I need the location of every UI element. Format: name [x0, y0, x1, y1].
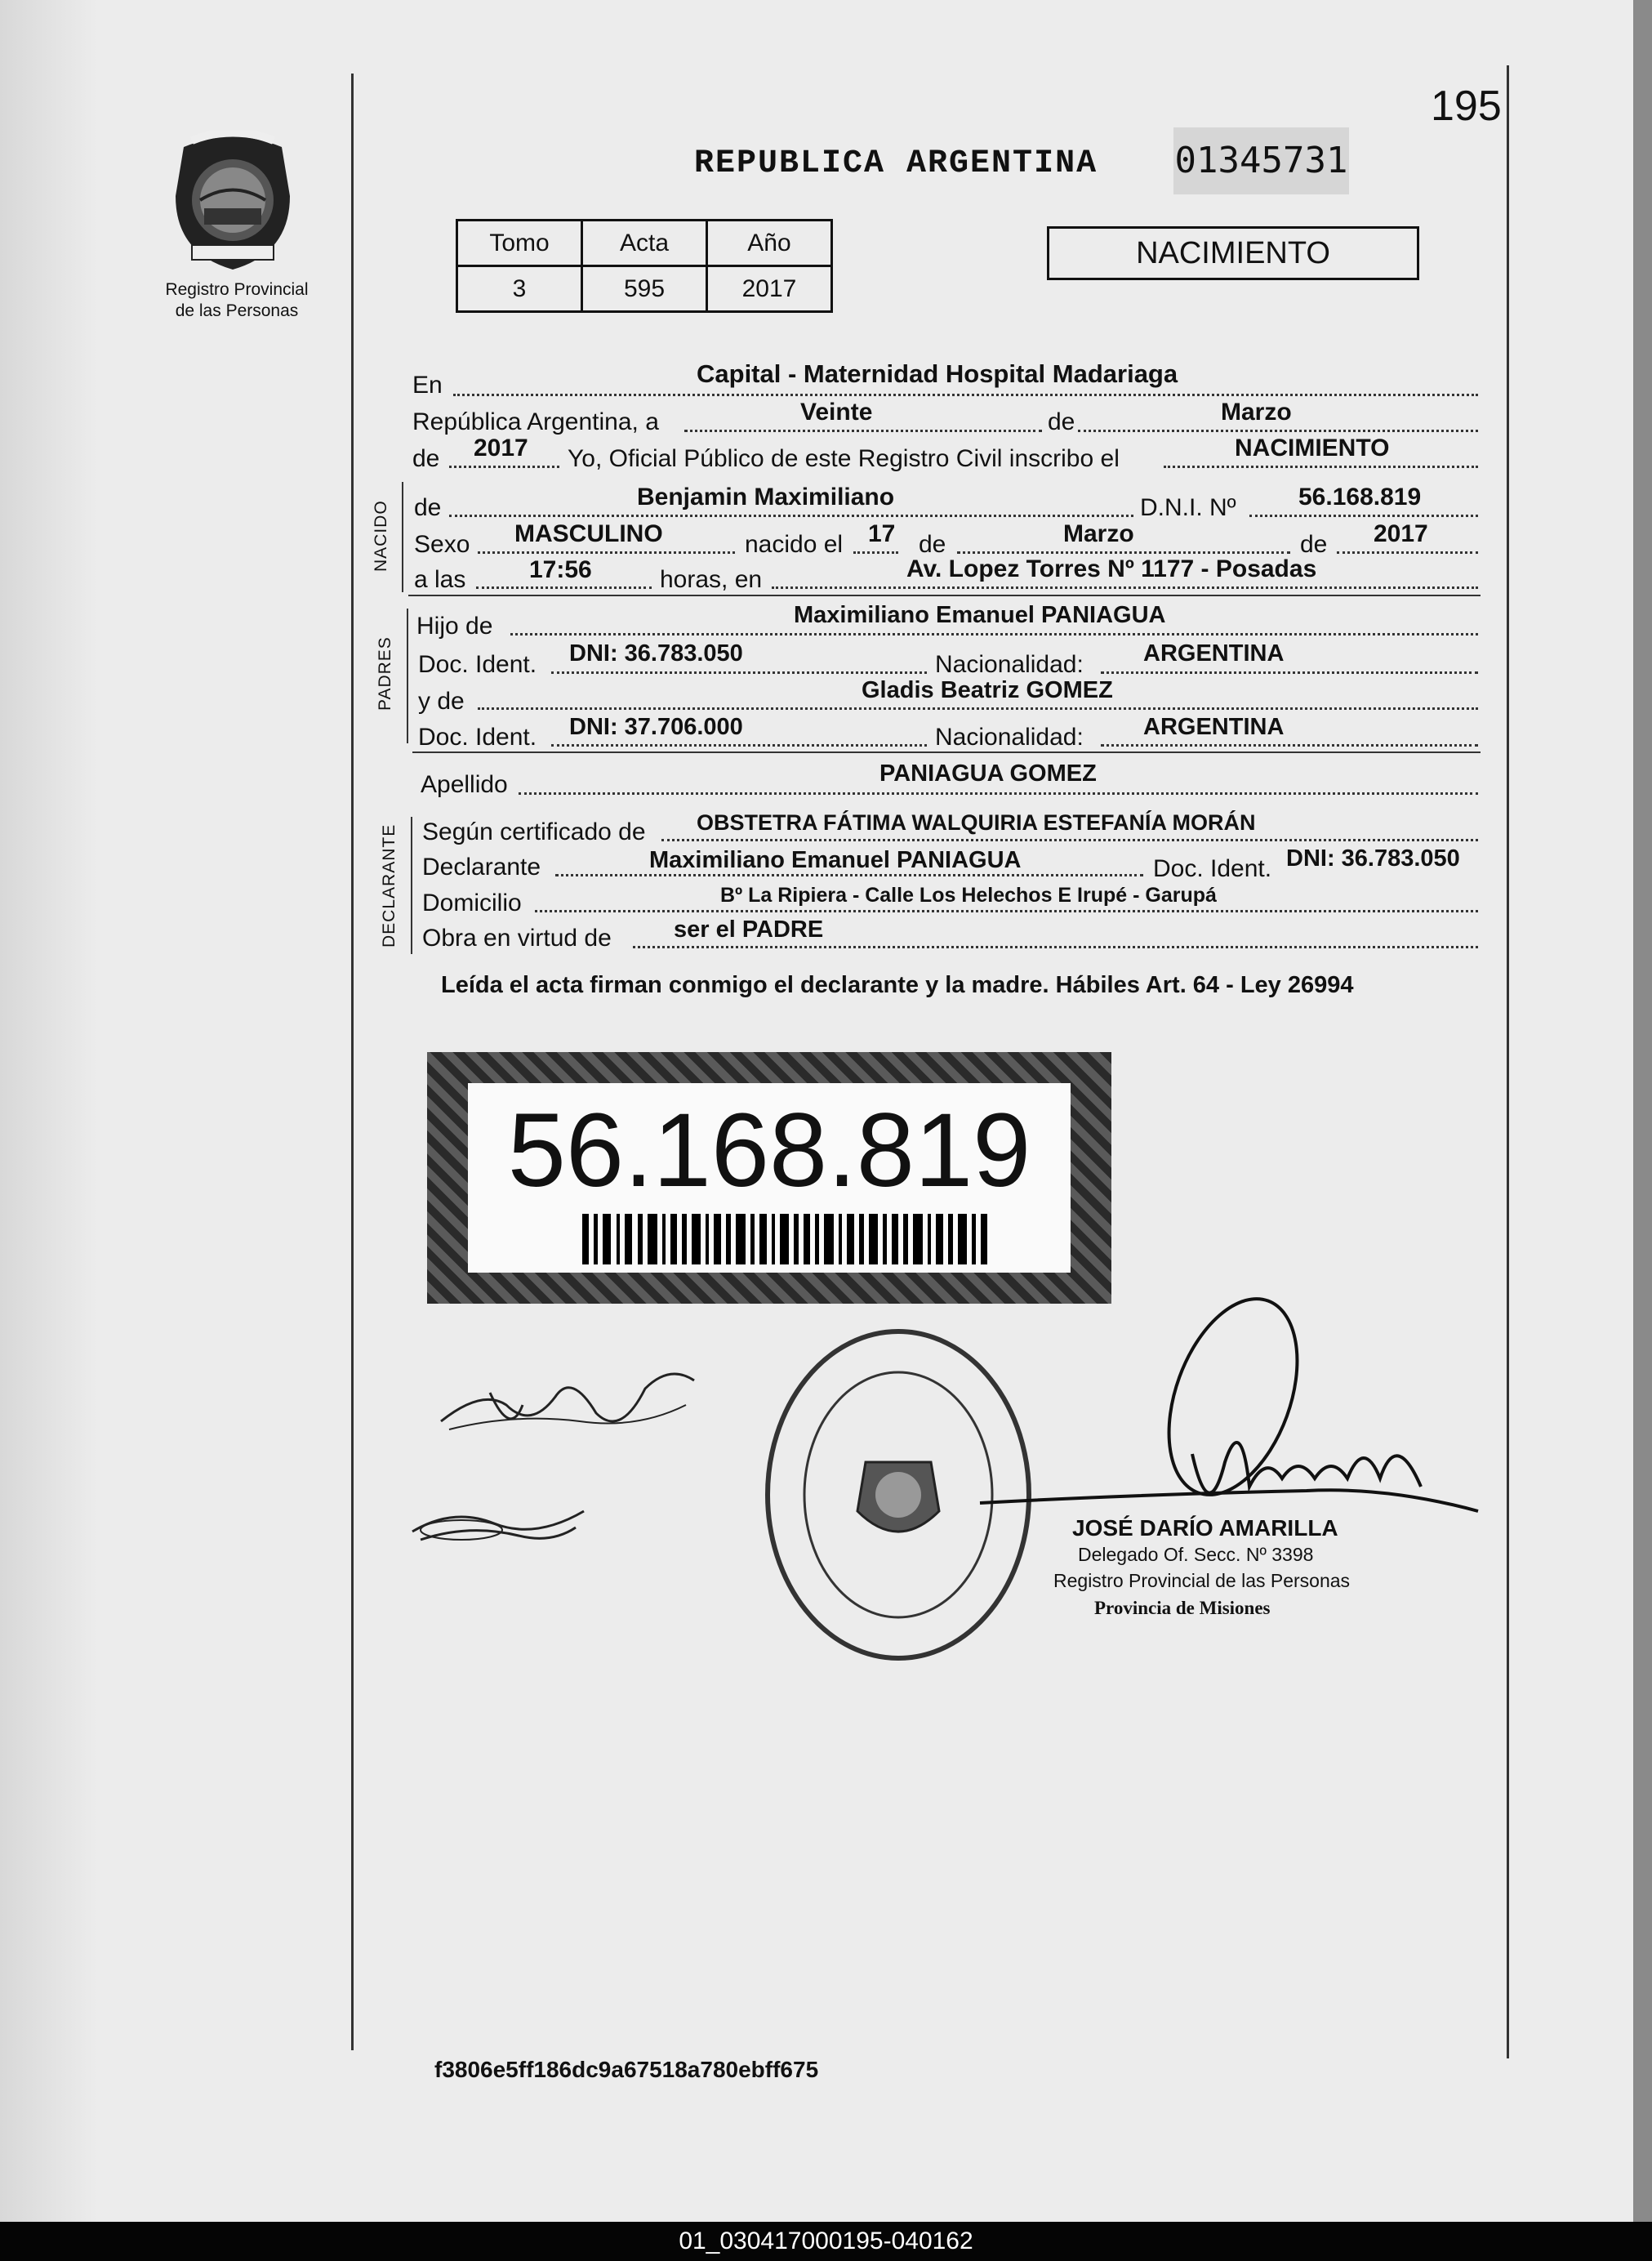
document-title: REPUBLICA ARGENTINA	[694, 145, 1098, 182]
left-margin-line	[351, 74, 354, 2050]
logo-text-line2: de las Personas	[175, 301, 299, 320]
label-dni: D.N.I. Nº	[1140, 494, 1236, 521]
official-province: Provincia de Misiones	[1094, 1598, 1271, 1618]
dots-dia	[684, 430, 1042, 432]
value-dia: Veinte	[800, 399, 873, 426]
value-dni: 56.168.819	[1298, 484, 1422, 511]
registry-header-tomo: Tomo	[457, 221, 582, 266]
barcode-icon	[582, 1214, 991, 1264]
page-number: 195	[1431, 83, 1502, 130]
separator-padres	[412, 751, 1481, 753]
label-republica: República Argentina, a	[412, 408, 659, 435]
signature-declarante-icon	[433, 1356, 702, 1454]
dots-mes-nac	[957, 551, 1290, 554]
dots-domicilio	[535, 910, 1478, 912]
section-label-declarante: DECLARANTE	[380, 823, 399, 948]
label-de-nombre: de	[414, 494, 442, 521]
registry-logo-text	[139, 279, 335, 322]
logo-text-line1: Registro Provincial	[165, 280, 309, 299]
value-acto: NACIMIENTO	[1235, 435, 1390, 462]
dots-padre	[510, 633, 1478, 635]
label-horas-en: horas, en	[660, 566, 763, 593]
dots-madre-doc	[551, 744, 927, 747]
section-label-padres: PADRES	[376, 636, 394, 711]
value-mes-nac: Marzo	[1063, 520, 1134, 547]
dots-apellido	[519, 792, 1478, 795]
dots-anio	[449, 466, 559, 468]
dots-nombre	[449, 515, 1133, 517]
label-nacionalidad-padre: Nacionalidad:	[935, 651, 1084, 678]
document-hash: f3806e5ff186dc9a67518a780ebff675	[434, 2057, 819, 2082]
value-certificado: OBSTETRA FÁTIMA WALQUIRIA ESTEFANÍA MORÁN	[697, 810, 1256, 835]
label-y-de: y de	[418, 688, 465, 715]
dots-en	[453, 394, 1478, 396]
value-padre-nac: ARGENTINA	[1143, 640, 1285, 667]
section-label-nacido: NACIDO	[372, 500, 390, 572]
label-de-anio: de	[412, 445, 440, 472]
registry-value-anio: 2017	[707, 266, 832, 312]
value-declarante-doc: DNI: 36.783.050	[1286, 845, 1460, 872]
label-obra-en-virtud: Obra en virtud de	[422, 925, 612, 952]
label-sexo: Sexo	[414, 531, 470, 558]
label-a-las: a las	[414, 566, 466, 593]
label-inscribo: Yo, Oficial Público de este Registro Civil inscribo el	[568, 445, 1120, 472]
value-hora: 17:56	[529, 556, 592, 583]
value-domicilio: Bº La Ripiera - Calle Los Helechos E Irupé - Garupá	[720, 884, 1217, 907]
label-doc-ident-declarante: Doc. Ident.	[1153, 855, 1272, 882]
record-type-box: NACIMIENTO	[1047, 226, 1419, 280]
dots-madre-nac	[1101, 744, 1478, 747]
registry-value-tomo: 3	[457, 266, 582, 312]
value-padre: Maximiliano Emanuel PANIAGUA	[794, 602, 1166, 628]
registry-table	[456, 219, 833, 313]
label-de-mes: de	[1048, 408, 1075, 435]
dots-dni	[1249, 515, 1478, 517]
dots-dia-nac	[853, 551, 898, 554]
footer-bar	[0, 2222, 1652, 2261]
value-sexo: MASCULINO	[514, 520, 663, 547]
value-madre-doc: DNI: 37.706.000	[569, 714, 743, 740]
value-lugar: Capital - Maternidad Hospital Madariaga	[697, 359, 1178, 388]
label-doc-ident-madre: Doc. Ident.	[418, 724, 537, 751]
dni-label-number: 56.168.819	[507, 1092, 1031, 1209]
label-en: En	[412, 372, 443, 399]
dots-declarante	[555, 874, 1143, 876]
province-emblem-icon	[167, 131, 298, 274]
dots-hora	[476, 586, 652, 589]
label-nacido-el: nacido el	[745, 531, 844, 558]
dni-label-inner	[468, 1083, 1071, 1273]
registry-value-acta: 595	[582, 266, 707, 312]
value-mes: Marzo	[1221, 399, 1292, 426]
dots-anio-nac	[1337, 551, 1478, 554]
value-padre-doc: DNI: 36.783.050	[569, 640, 743, 667]
footer-code: 01_030417000195-040162	[679, 2228, 973, 2254]
bracket-declarante	[411, 817, 412, 954]
dots-mes	[1078, 430, 1478, 432]
serial-number: 01345731	[1173, 127, 1349, 194]
value-apellido: PANIAGUA GOMEZ	[879, 760, 1097, 787]
dots-direccion	[772, 586, 1478, 589]
official-registry: Registro Provincial de las Personas	[1053, 1570, 1351, 1591]
label-nacionalidad-madre: Nacionalidad:	[935, 724, 1084, 751]
registry-header-acta: Acta	[582, 221, 707, 266]
value-dia-nac: 17	[868, 520, 896, 547]
label-domicilio: Domicilio	[422, 890, 522, 916]
separator-nacido	[408, 595, 1481, 596]
dots-obra	[633, 946, 1478, 948]
label-de-mes-nac: de	[919, 531, 946, 558]
right-margin-line	[1507, 65, 1509, 2058]
closing-note: Leída el acta firman conmigo el declarante y la madre. Hábiles Art. 64 - Ley 26994	[441, 972, 1354, 998]
label-de-anio-nac: de	[1300, 531, 1328, 558]
value-madre: Gladis Beatriz GOMEZ	[862, 677, 1113, 703]
value-madre-nac: ARGENTINA	[1143, 714, 1285, 740]
label-declarante: Declarante	[422, 854, 541, 881]
value-obra: ser el PADRE	[674, 916, 824, 943]
label-doc-ident-padre: Doc. Ident.	[418, 651, 537, 678]
dots-sexo	[478, 551, 735, 554]
dots-madre	[478, 707, 1478, 710]
signature-official-icon	[964, 1291, 1486, 1544]
dni-label	[427, 1052, 1111, 1304]
dots-padre-nac	[1101, 671, 1478, 674]
label-apellido: Apellido	[421, 771, 508, 798]
value-direccion: Av. Lopez Torres Nº 1177 - Posadas	[906, 555, 1317, 582]
signature-madre-icon	[404, 1491, 592, 1556]
registry-header-anio: Año	[707, 221, 832, 266]
official-name: JOSÉ DARÍO AMARILLA	[1072, 1515, 1338, 1541]
bracket-padres	[407, 609, 408, 743]
value-nombre: Benjamin Maximiliano	[637, 484, 895, 511]
value-anio-nac: 2017	[1374, 520, 1428, 547]
dots-acto	[1164, 466, 1478, 468]
official-title: Delegado Of. Secc. Nº 3398	[1078, 1544, 1314, 1565]
dots-padre-doc	[551, 671, 927, 674]
label-hijo-de: Hijo de	[416, 613, 493, 640]
page-shadow	[0, 0, 98, 2222]
bracket-nacido	[402, 482, 403, 592]
label-segun-certificado: Según certificado de	[422, 818, 646, 845]
value-anio: 2017	[474, 435, 528, 462]
dots-certificado	[661, 839, 1478, 841]
value-declarante: Maximiliano Emanuel PANIAGUA	[649, 847, 1022, 873]
